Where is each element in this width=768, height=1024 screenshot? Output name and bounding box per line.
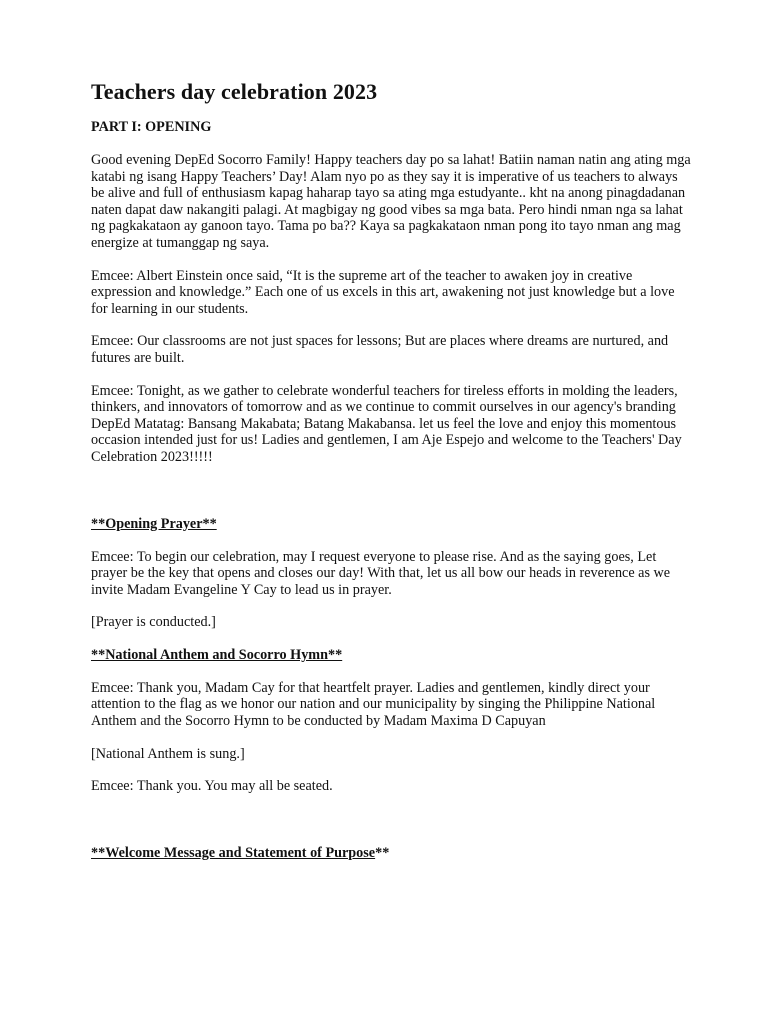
paragraph-greeting: Good evening DepEd Socorro Family! Happy teachers day po sa lahat! Batiin naman natin ang ating mga katabi ng isang Happy Teachers’ Day! Alam nyo po as they say it is imperative of us teachers to always be alive and full of enthusiasm kapag haharap tayo sa ating mga estudyante.. kht na anong pinagdadanan naten dapat daw nakangiti palagi. At magbigay ng good vibes sa mga bata. Pero hindi nman nga sa lahat ng pagkakataon ay ganoon tayo. Tama po ba?? Kaya sa pagkakataon nman pong ito tayo nman ang mag energize at tumanggap ng saya. — [91, 152, 691, 251]
document-page — [91, 78, 691, 862]
paragraph-einstein: Emcee: Albert Einstein once said, “It is the supreme art of the teacher to awaken joy in creative expression and knowledge.” Each one of us excels in this art, awakening not just knowledge but a love for learning in our students. — [91, 267, 675, 317]
welcome-heading-text: **Welcome Message and Statement of Purpose — [91, 844, 376, 861]
paragraph-prayer-conducted: [Prayer is conducted.] — [91, 614, 216, 631]
paragraph-classrooms: Emcee: Our classrooms are not just spaces for lessons; But are places where dreams are nurtured, and futures are built. — [91, 333, 669, 366]
welcome-message-heading — [91, 845, 691, 862]
paragraph-seated: Emcee: Thank you. You may all be seated. — [91, 778, 333, 795]
paragraph-anthem-intro: Emcee: Thank you, Madam Cay for that heartfelt prayer. Ladies and gentlemen, kindly direct your attention to the flag as we honor our nation and our municipality by singing the Philippine National Anthem and the Socorro Hymn to be conducted by Madam Maxima D Capuyan — [91, 679, 656, 730]
document-title: Teachers day celebration 2023 — [91, 79, 378, 104]
welcome-heading-tail: ** — [375, 844, 390, 861]
paragraph-tonight: Emcee: Tonight, as we gather to celebrate wonderful teachers for tireless efforts in molding the leaders, thinkers, and innovators of tomorrow and as we continue to commit ourselves in our agency's branding DepEd Matatag: Bansang Makabata; Batang Makabansa. let us feel the love and enjoy this momentous occasion intended just for us! Ladies and gentlemen, I am Aje Espejo and welcome to the Teachers' Day Celebration 2023!!!!! — [91, 382, 682, 465]
anthem-hymn-heading: **National Anthem and Socorro Hymn** — [91, 646, 343, 663]
opening-prayer-heading: **Opening Prayer** — [91, 515, 217, 532]
part-one-heading: PART I: OPENING — [91, 119, 212, 135]
paragraph-prayer-request: Emcee: To begin our celebration, may I request everyone to please rise. And as the saying goes, Let prayer be the key that opens and closes our day! With that, let us all bow our heads in reverence as we invite Madam Evangeline Y Cay to lead us in prayer. — [91, 548, 671, 598]
paragraph-anthem-sung: [National Anthem is sung.] — [91, 745, 245, 762]
